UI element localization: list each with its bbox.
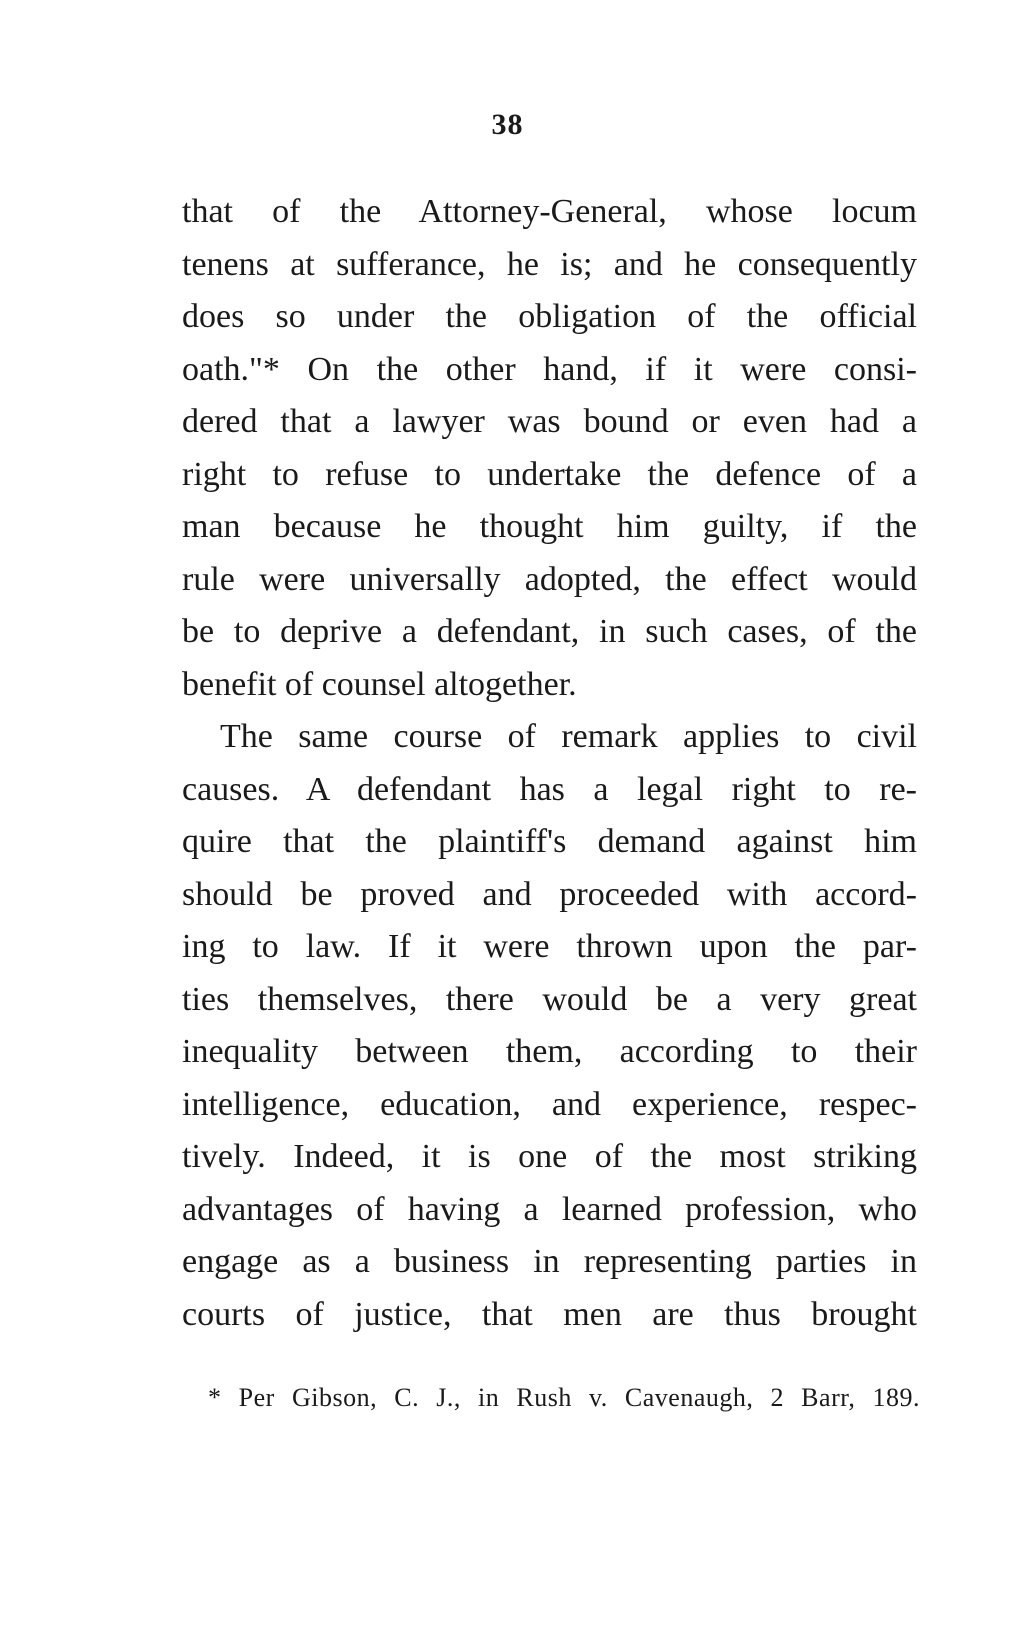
text-line: advantages of having a learned profession, who [182, 1190, 917, 1228]
text-line: right to refuse to undertake the defence of a [182, 455, 917, 493]
text-line: causes. A defendant has a legal right to re- [182, 770, 917, 808]
text-line: engage as a business in representing parties in [182, 1243, 917, 1280]
footnote: * Per Gibson, C. J., in Rush v. Cavenaugh, 2 Barr, 189. [208, 1383, 920, 1412]
body-text [182, 186, 917, 1341]
text-line: oath."* On the other hand, if it were consi- [182, 350, 917, 388]
text-line: tenens at sufferance, he is; and he consequently [182, 245, 917, 283]
text-line: quire that the plaintiff's demand against him [182, 823, 917, 860]
text-line: dered that a lawyer was bound or even had a [182, 403, 917, 440]
text-line: does so under the obligation of the official [182, 298, 917, 335]
text-line: benefit of counsel altogether. [182, 665, 577, 703]
text-line: that of the Attorney-General, whose locum [182, 193, 917, 230]
text-line: rule were universally adopted, the effect would [182, 560, 917, 598]
page-number: 38 [491, 108, 524, 141]
text-line: courts of justice, that men are thus brought [182, 1295, 917, 1333]
text-line: be to deprive a defendant, in such cases, of the [182, 613, 917, 650]
text-line: ing to law. If it were thrown upon the par- [182, 928, 917, 965]
text-line: ties themselves, there would be a very great [182, 980, 917, 1018]
text-line: inequality between them, according to their [182, 1033, 917, 1070]
text-line: should be proved and proceeded with accord- [182, 875, 917, 913]
text-line: The same course of remark applies to civil [220, 718, 917, 755]
text-line: tively. Indeed, it is one of the most striking [182, 1138, 917, 1175]
text-line: intelligence, education, and experience, respec- [182, 1085, 917, 1123]
text-line: man because he thought him guilty, if the [182, 508, 917, 545]
